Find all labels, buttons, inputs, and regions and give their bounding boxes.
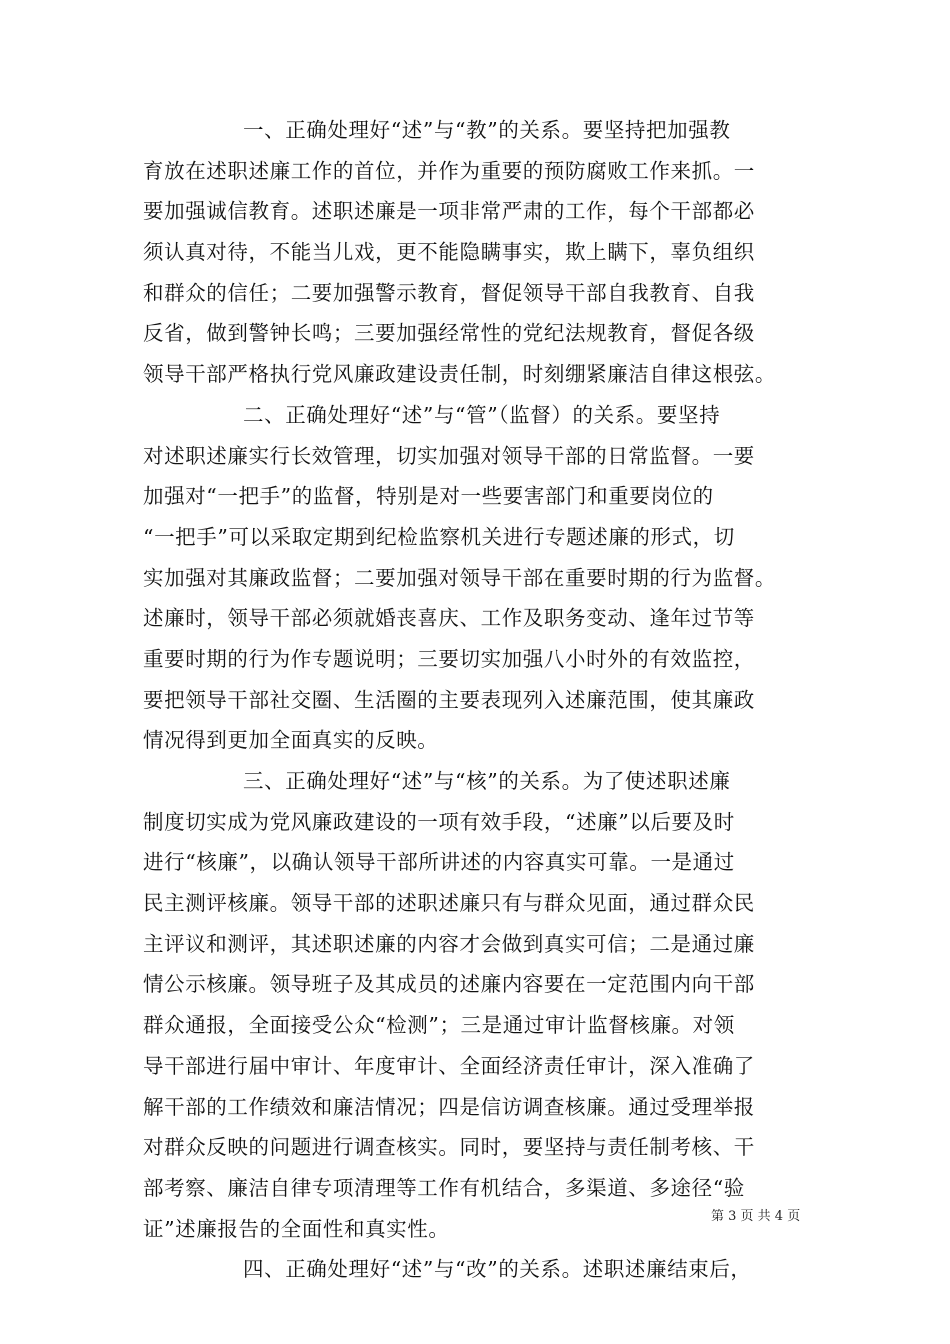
text-line: 述廉时，领导干部必须就婚丧喜庆、工作及职务变动、逢年过节等 [143,606,755,631]
text-line: 解干部的工作绩效和廉洁情况；四是信访调查核廉。通过受理举报 [143,1094,755,1119]
text-line: 要把领导干部社交圈、生活圈的主要表现列入述廉范围，使其廉政 [143,687,755,712]
text-line: 实加强对其廉政监督；二要加强对领导干部在重要时期的行为监督。 [143,565,776,590]
text-line: 进行“核廉”，以确认领导干部所讲述的内容真实可靠。一是通过 [143,850,735,875]
text-line: 民主测评核廉。领导干部的述职述廉只有与群众见面，通过群众民 [143,891,755,916]
text-line: 须认真对待，不能当儿戏，更不能隐瞒事实，欺上瞒下，辜负组织 [143,240,755,265]
body-text [143,110,823,1290]
paragraph-first-line: 四、正确处理好“述”与“改”的关系。述职述廉结束后， [243,1257,752,1282]
paragraph-first-line: 二、正确处理好“述”与“管”（监督）的关系。要坚持 [243,402,721,427]
text-line: 对群众反映的问题进行调查核实。同时，要坚持与责任制考核、干 [143,1135,755,1160]
text-line: 对述职述廉实行长效管理，切实加强对领导干部的日常监督。一要 [143,443,755,468]
text-line: 重要时期的行为作专题说明；三要切实加强八小时外的有效监控， [143,646,755,671]
text-line: 部考察、廉洁自律专项清理等工作有机结合，多渠道、多途径“验 [143,1175,745,1200]
text-line: 导干部进行届中审计、年度审计、全面经济责任审计，深入准确了 [143,1053,755,1078]
text-line: 情公示核廉。领导班子及其成员的述廉内容要在一定范围内向干部 [143,972,755,997]
text-line: 和群众的信任；二要加强警示教育，督促领导干部自我教育、自我 [143,280,755,305]
text-line: 领导干部严格执行党风廉政建设责任制，时刻绷紧廉洁自律这根弦。 [143,362,776,387]
text-line: 要加强诚信教育。述职述廉是一项非常严肃的工作，每个干部都必 [143,199,755,224]
text-line: 加强对“一把手”的监督，特别是对一些要害部门和重要岗位的 [143,484,714,509]
paragraph-first-line: 三、正确处理好“述”与“核”的关系。为了使述职述廉 [243,769,731,793]
text-line: 主评议和测评，其述职述廉的内容才会做到真实可信；二是通过廉 [143,931,755,956]
text-line: 育放在述职述廉工作的首位，并作为重要的预防腐败工作来抓。一 [143,158,755,183]
text-line: 制度切实成为党风廉政建设的一项有效手段，“述廉”以后要及时 [143,809,735,834]
text-line: 反省，做到警钟长鸣；三要加强经常性的党纪法规教育，督促各级 [143,321,755,346]
text-line: 情况得到更加全面真实的反映。 [143,728,439,753]
text-line: 证”述廉报告的全面性和真实性。 [143,1216,450,1241]
page-number: 第 3 页 共 4 页 [711,1209,801,1224]
paragraph-first-line: 一、正确处理好“述”与“教”的关系。要坚持把加强教 [243,118,731,142]
text-line: “一把手”可以采取定期到纪检监察机关进行专题述廉的形式，切 [143,524,735,549]
text-line: 群众通报，全面接受公众“检测”；三是通过审计监督核廉。对领 [143,1013,735,1038]
